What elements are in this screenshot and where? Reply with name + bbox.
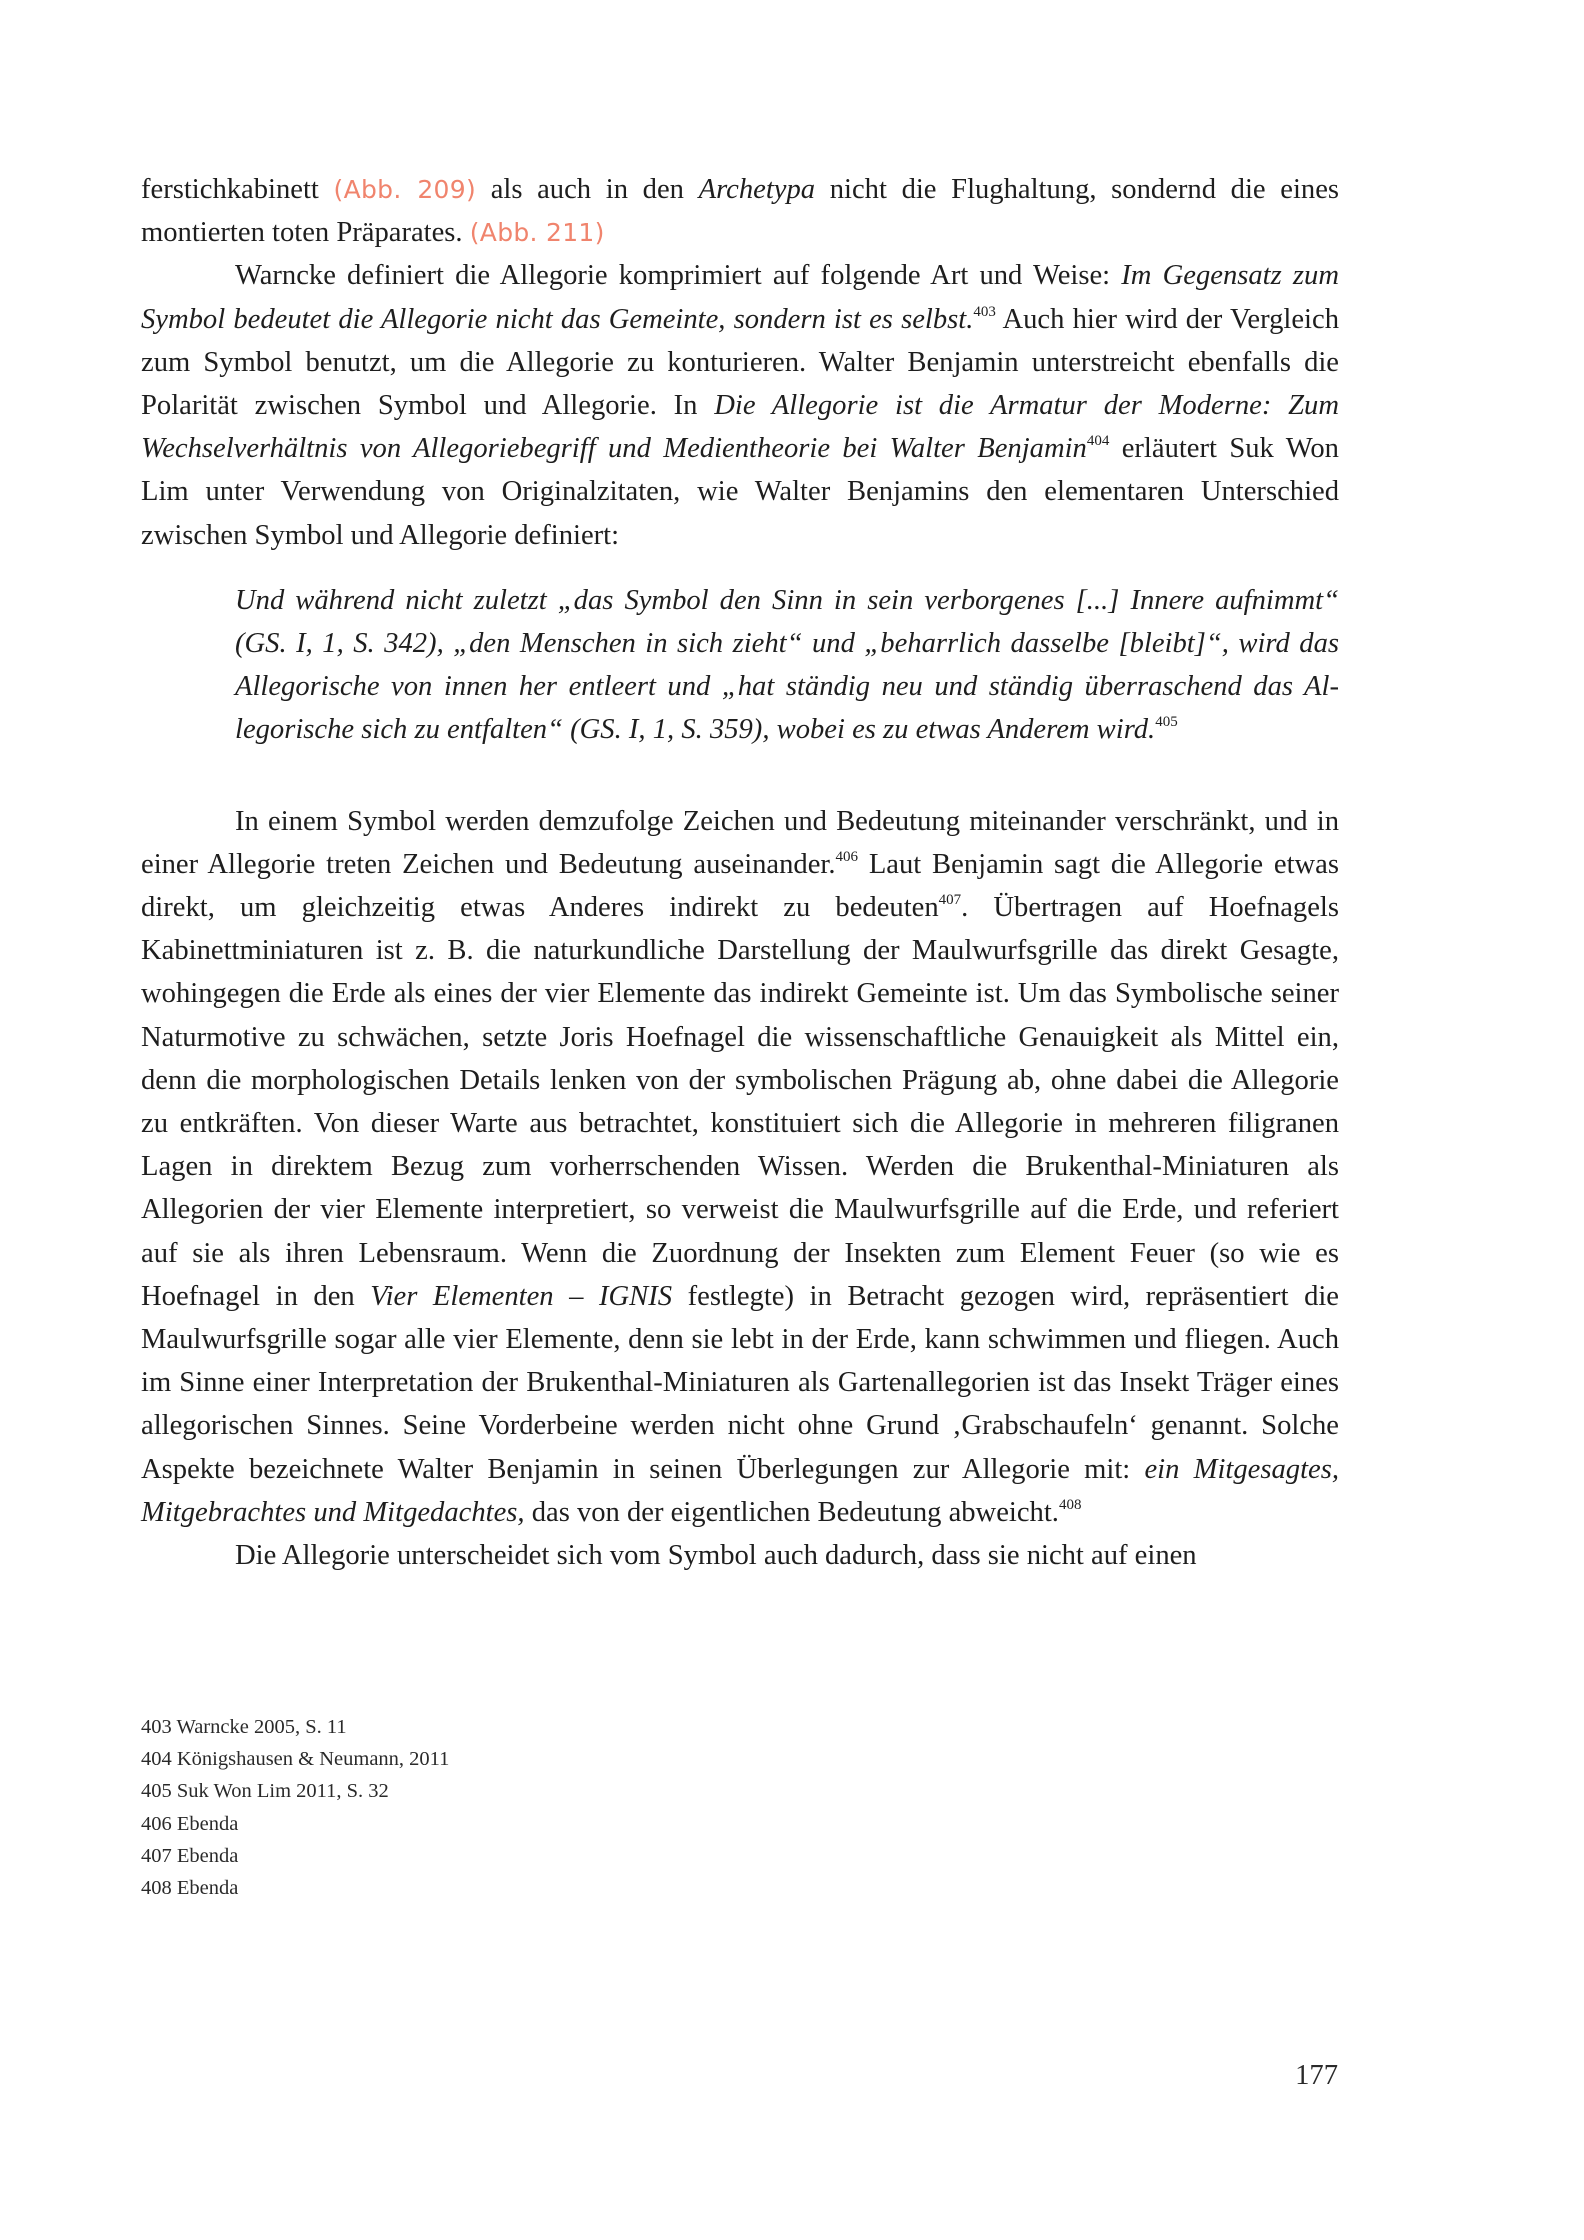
page-number: 177 [1295,2060,1338,2091]
footnote-marker-407[interactable]: 407 [938,892,962,909]
italic-citation: ein Mitgesagtes, Mitgebrachtes und Mitgedachtes, [141,1453,1339,1528]
text-run: Auch hier wird der Vergleich zum Symbol benutzt, um die Allegorie zu konturieren. Walter Benjamin unterstreicht ebenfalls die Polarität zwischen Symbol und Allegorie. In [141,303,1339,422]
text-run: als auch in den [490,174,684,205]
footnote-marker-403[interactable]: 403 [973,303,996,320]
footnote-marker-406[interactable]: 406 [835,848,859,865]
footnote-marker-404[interactable]: 404 [1086,433,1110,450]
footnote-403: 403 Warncke 2005, S. 11 [141,1716,347,1738]
text-run: ferstichkabinett [141,174,319,205]
footnote-408: 408 Ebenda [141,1877,239,1900]
text-run: Warncke definiert die Allegorie komprimiert auf folgende Art und Weise: [235,260,1111,292]
body-text [141,168,1339,1577]
italic-title: Die Allegorie ist die Armatur der Moderne: Zum Wechselverhältnis von Allegoriebegriff und Medientheorie bei Walter Benjamin [141,390,1339,465]
footnote-marker-405[interactable]: 405 [1155,714,1178,731]
text-run: das von der eigentlichen Bedeutung abweicht. [531,1496,1059,1528]
footnote-406: 406 Ebenda [141,1812,239,1835]
figure-reference-211[interactable]: (Abb. 211) [469,218,605,248]
text-run: Die Allegorie unterscheidet sich vom Symbol auch dadurch, dass sie nicht auf einen [235,1540,1197,1572]
paragraph-3 [141,800,1339,1534]
footnote-407: 407 Ebenda [141,1844,239,1867]
footnote-marker-408[interactable]: 408 [1058,1496,1082,1513]
text-run: Laut Benjamin sagt die Allegorie etwas direkt, um gleichzeitig etwas Anderes indirekt zu bedeuten [141,848,1340,924]
footnotes [141,1711,841,1904]
text-run: festlegte) in Betracht gezogen wird, repräsentiert die Maulwurfsgrille sogar alle vier Elemente, denn sie lebt in der Erde, kann schwimmen und fliegen. Auch im Sinne einer Interpretation der Brukenthal-Miniaturen als Gartenallegorien ist das Insekt Träger eines allegorischen Sinnes. Seine Vorderbeine werden nicht ohne Grund ‚Grabschaufeln‘ genannt. Solche Aspekte bezeichnete Walter Benjamin in seinen Überlegungen zur Allegorie mit: [141,1280,1340,1485]
italic-title: Vier Elementen – IGNIS [370,1280,673,1312]
text-run: erläutert Suk Won Lim unter Verwendung von Originalzitaten, wie Walter Benjamins den elementaren Unterschied zwischen Symbol und Allegorie definiert: [141,433,1339,551]
block-quote [235,579,1339,752]
text-run: . Übertragen auf Hoefnagels Kabinettminiaturen ist z. B. die naturkundliche Darstellung der Maulwurfsgrille das direkt Gesagte, wohingegen die Erde als eines der vier Elemente das indirekt Gemeinte ist. Um das Symbolische seiner Naturmotive zu schwächen, setzte Joris Hoefnagel die wissenschaftliche Genauigkeit als Mittel ein, denn die morphologischen Details lenken von der symbolischen Prägung ab, ohne dabei die Allegorie zu entkräften. Von dieser Warte aus betrachtet, konstituiert sich die Allegorie in mehreren filigranen Lagen in direktem Bezug zum vorherrschenden Wissen. Werden die Brukenthal-Miniaturen als Allegorien der vier Elemente interpretiert, so verweist die Maulwurfsgrille auf die Erde, und referiert auf sie als ihren Lebensraum. Wenn die Zuordnung der Insekten zum Element Feuer (so wie es Hoefnagel in den [141,892,1339,1312]
paragraph-2 [141,254,1339,556]
text-run: nicht die Flughaltung, sondernd die eines montierten toten Präparates. [141,174,1340,249]
italic-citation: Im Gegensatz zum Symbol bedeutet die Allegorie nicht das Gemeinte, sondern ist es selbst. [141,260,1339,335]
paragraph-4 [141,1534,1339,1577]
italic-title: Archetypa [698,174,816,205]
footnote-404: 404 Königshausen & Neumann, 2011 [141,1748,450,1771]
paragraph-1 [141,168,1339,254]
footnote-405: 405 Suk Won Lim 2011, S. 32 [141,1780,389,1803]
text-run: In einem Symbol werden demzufolge Zeichen und Bedeutung miteinander verschränkt, und in einer Allegorie treten Zeichen und Bedeutung auseinander. [141,805,1339,880]
figure-reference-209[interactable]: (Abb. 209) [333,175,477,204]
quote-text: Und während nicht zuletzt „das Symbol den Sinn in sein verborgenes [...] Innere aufnimmt“ (GS. I, 1, S. 342), „den Menschen in sich zieht“ und „beharrlich dasselbe [bleibt]“, wird das Allegorische von innen her entleert und „hat ständig neu und ständig überraschend das Allegorische sich zu entfalten“ (GS. I, 1, S. 359), wobei es zu etwas Anderem wird. [235,584,1339,746]
